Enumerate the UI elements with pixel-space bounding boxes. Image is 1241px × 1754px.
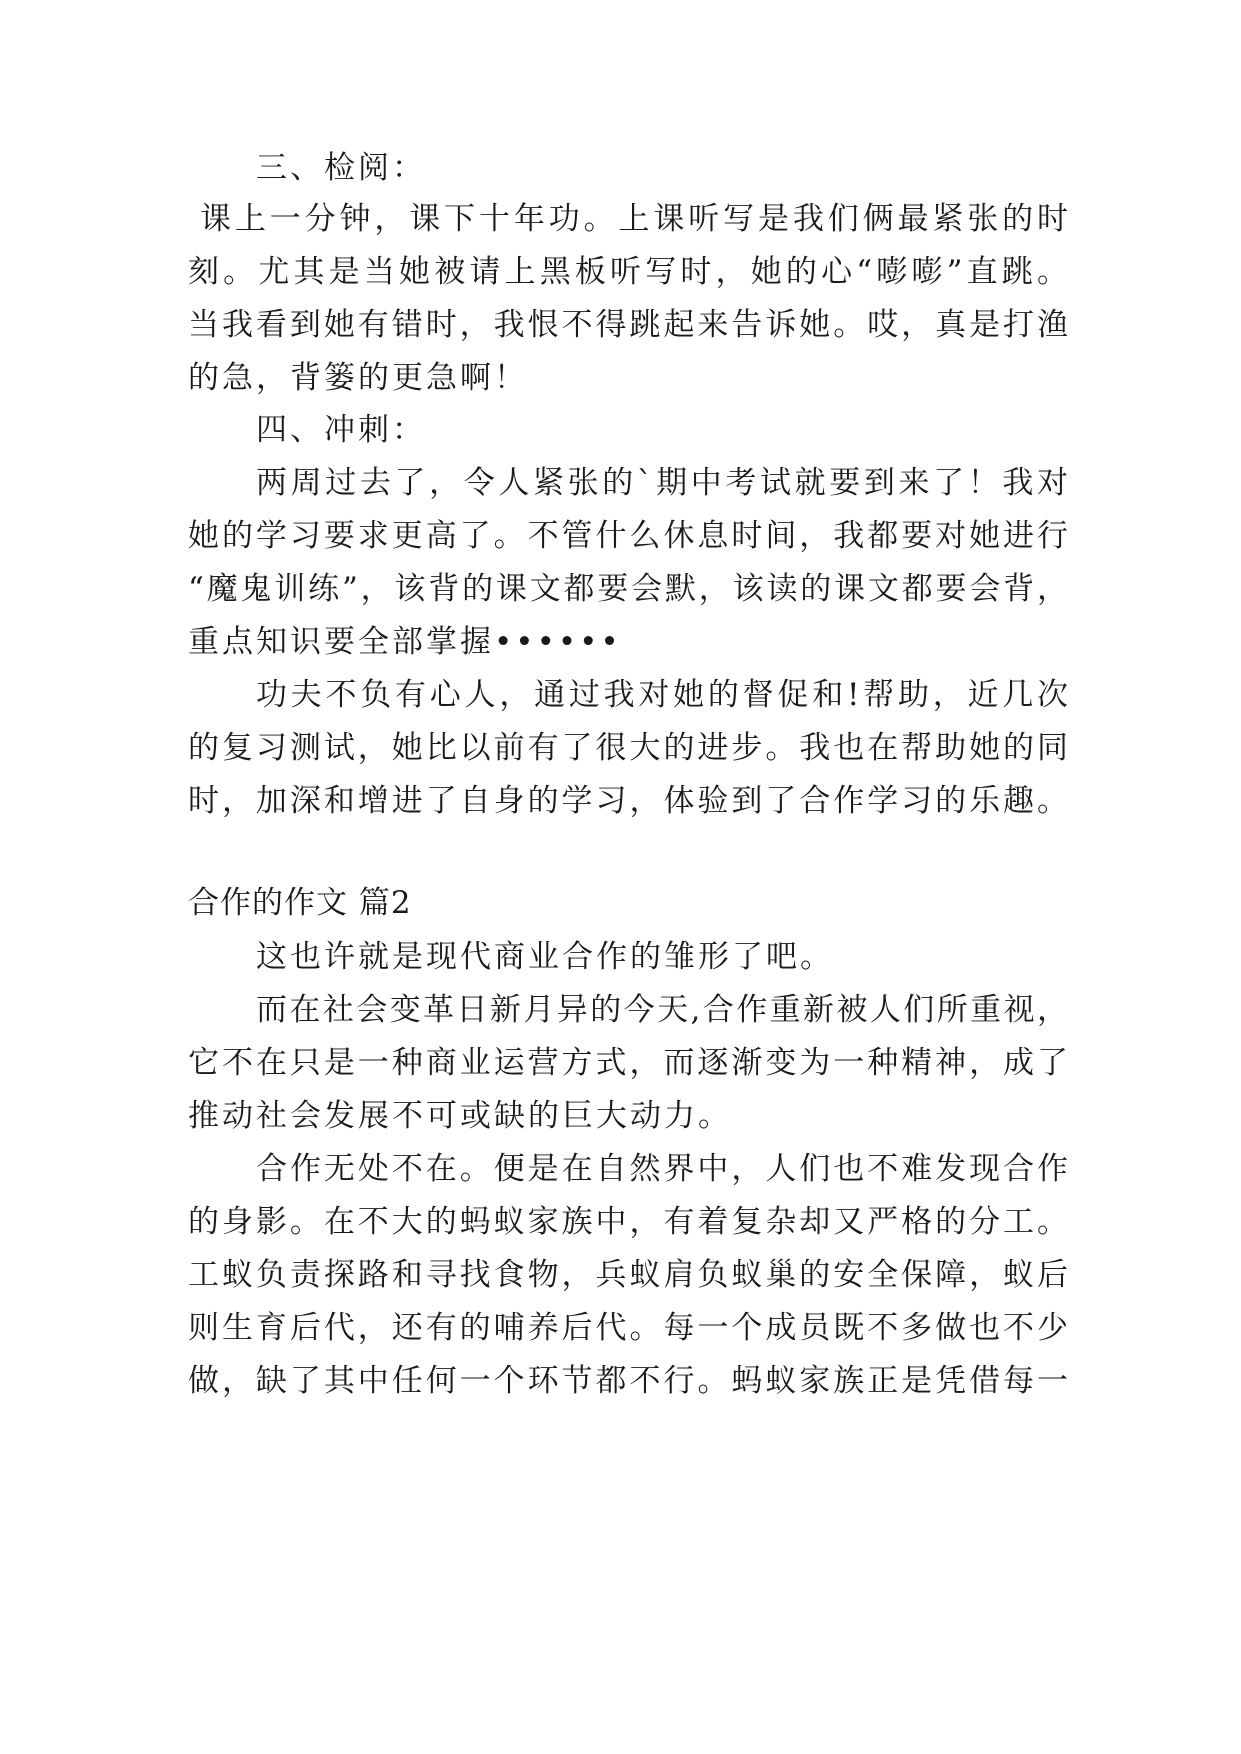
paragraph-line: 它不在只是一种商业运营方式，而逐渐变为一种精神，成了 xyxy=(188,1045,1068,1081)
paragraph-line: 刻。尤其是当她被请上黑板听写时，她的心“嘭嘭”直跳。 xyxy=(188,254,1068,290)
paragraph-line: 推动社会发展不可或缺的巨大动力。 xyxy=(188,1098,732,1134)
section-heading-review: 三、检阅： xyxy=(256,150,426,186)
paragraph-line: 的身影。在不大的蚂蚁家族中，有着复杂却又严格的分工。 xyxy=(188,1204,1068,1240)
paragraph-line: 功夫不负有心人，通过我对她的督促和!帮助，近几次 xyxy=(256,677,1068,713)
paragraph-line: 合作无处不在。便是在自然界中，人们也不难发现合作 xyxy=(256,1151,1068,1187)
paragraph-line: “魔鬼训练”，该背的课文都要会默，该读的课文都要会背， xyxy=(188,571,1068,607)
paragraph-line: 做，缺了其中任何一个环节都不行。蚂蚁家族正是凭借每一 xyxy=(188,1363,1068,1399)
paragraph-line: 的急，背篓的更急啊！ xyxy=(188,360,528,396)
paragraph-line: 工蚁负责探路和寻找食物，兵蚁肩负蚁巢的安全保障，蚁后 xyxy=(188,1257,1068,1293)
paragraph-line: 而在社会变革日新月异的今天,合作重新被人们所重视， xyxy=(256,992,1068,1028)
paragraph-line: 课上一分钟，课下十年功。上课听写是我们俩最紧张的时 xyxy=(200,201,1068,237)
essay-title: 合作的作文 篇2 xyxy=(188,885,412,921)
paragraph-line: 时，加深和增进了自身的学习，体验到了合作学习的乐趣。 xyxy=(188,783,1068,819)
paragraph-line: 两周过去了，令人紧张的`期中考试就要到来了！我对 xyxy=(256,465,1068,501)
paragraph-line: 她的学习要求更高了。不管什么休息时间，我都要对她进行 xyxy=(188,518,1068,554)
paragraph-line: 则生育后代，还有的哺养后代。每一个成员既不多做也不少 xyxy=(188,1310,1068,1346)
paragraph-line: 重点知识要全部掌握•••••• xyxy=(188,624,622,660)
paragraph-line: 的复习测试，她比以前有了很大的进步。我也在帮助她的同 xyxy=(188,730,1068,766)
section-heading-sprint: 四、冲刺： xyxy=(256,412,426,448)
paragraph-line: 这也许就是现代商业合作的雏形了吧。 xyxy=(256,939,834,975)
paragraph-line: 当我看到她有错时，我恨不得跳起来告诉她。哎，真是打渔 xyxy=(188,307,1068,343)
